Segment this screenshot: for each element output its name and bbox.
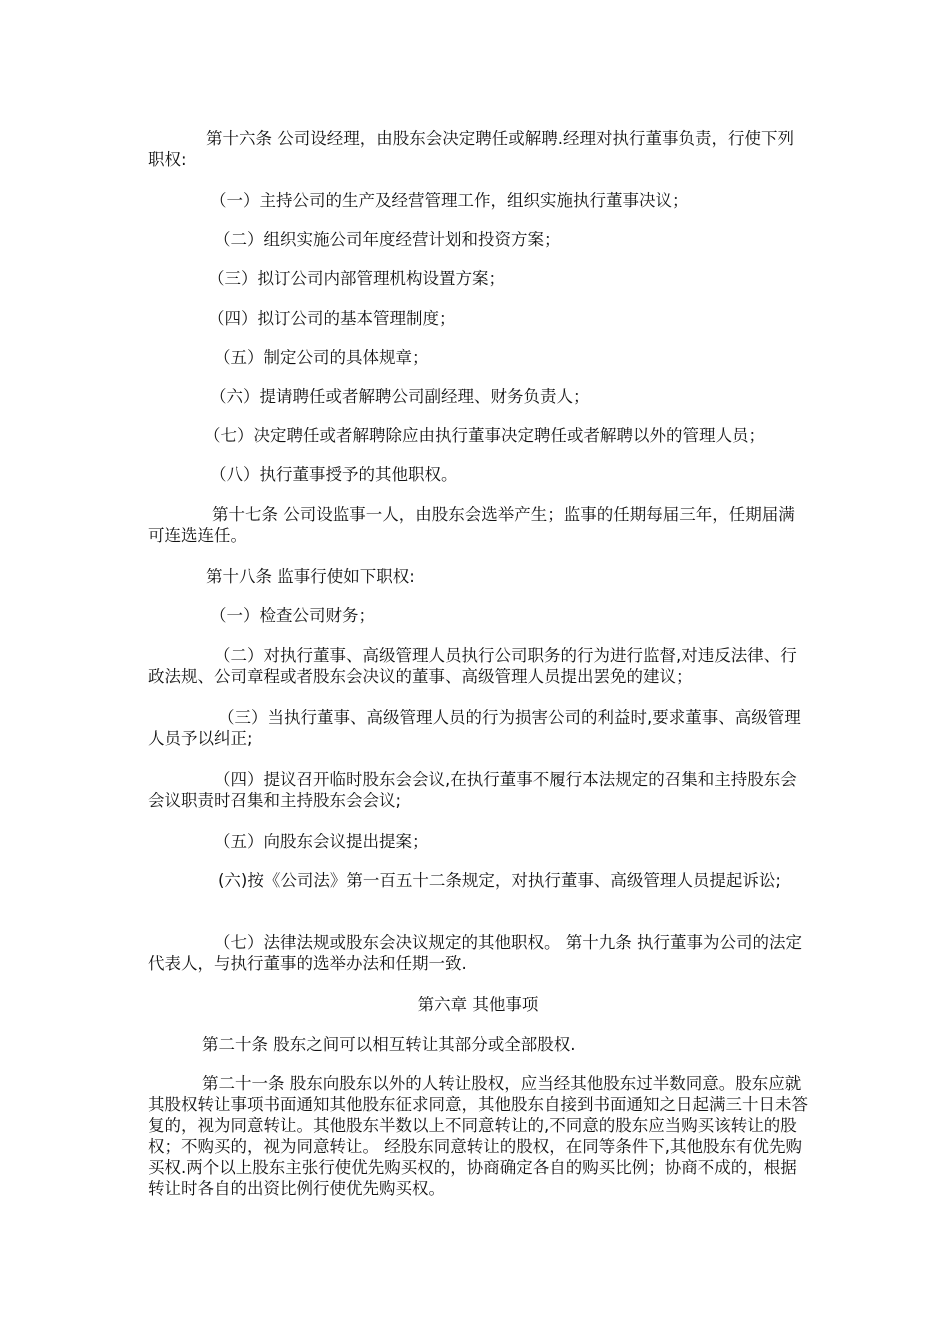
article-18-item-5: （五）向股东会议提出提案； [214, 832, 429, 851]
article-16-item-8: （八）执行董事授予的其他职权。 [210, 465, 458, 484]
article-18: 第十八条 监事行使如下职权: [206, 567, 415, 586]
article-16-item-5: （五）制定公司的具体规章； [214, 348, 429, 367]
article-17: 第十七条 公司设监事一人，由股东会选举产生；监事的任期每届三年，任期届满可连选连任。 [148, 505, 795, 545]
article-18-item-4: （四）提议召开临时股东会会议,在执行董事不履行本法规定的召集和主持股东会会议职责时召集和主持股东会会议; [148, 770, 797, 810]
article-16: 第十六条 公司设经理，由股东会决定聘任或解聘.经理对执行董事负责，行使下列职权: [148, 129, 794, 169]
article-18-item-3: （三）当执行董事、高级管理人员的行为损害公司的利益时,要求董事、高级管理人员予以纠正; [148, 708, 801, 748]
article-16-item-6: （六）提请聘任或者解聘公司副经理、财务负责人； [210, 387, 590, 406]
article-16-item-7: （七）决定聘任或者解聘除应由执行董事决定聘任或者解聘以外的管理人员； [204, 426, 765, 445]
chapter-6-heading: 第六章 其他事项 [417, 995, 539, 1014]
article-16-item-1: （一）主持公司的生产及经营管理工作，组织实施执行董事决议； [210, 191, 689, 210]
article-18-item-1: （一）检查公司财务； [210, 606, 375, 625]
article-18-item-2: （二）对执行董事、高级管理人员执行公司职务的行为进行监督,对违反法律、行政法规、公司章程或者股东会决议的董事、高级管理人员提出罢免的建议； [148, 646, 797, 686]
article-18-item-7-and-article-19: （七）法律法规或股东会决议规定的其他职权。 第十九条 执行董事为公司的法定代表人，与执行董事的选举办法和任期一致. [148, 933, 802, 973]
article-20: 第二十条 股东之间可以相互转让其部分或全部股权. [202, 1035, 576, 1054]
article-16-item-2: （二）组织实施公司年度经营计划和投资方案； [214, 230, 561, 249]
article-21: 第二十一条 股东向股东以外的人转让股权，应当经其他股东过半数同意。股东应就其股权转让事项书面通知其他股东征求同意，其他股东自接到书面通知之日起满三十日未答复的，视为同意转让。其他股东半数以上不同意转让的,不同意的股东应当购买该转让的股权；不购买的，视为同意转让。 经股东同意转让的股权，在同等条件下,其他股东有优先购买权.两个以上股东主张行使优先购买权的，协商确定各自的购买比例；协商不成的，根据转让时各自的出资比例行使优先购买权。 [148, 1074, 808, 1198]
article-18-item-6: (六)按《公司法》第一百五十二条规定，对执行董事、高级管理人员提起诉讼; [218, 871, 781, 890]
article-16-item-3: （三）拟订公司内部管理机构设置方案； [208, 269, 505, 288]
article-16-item-4: （四）拟订公司的基本管理制度； [208, 309, 456, 328]
